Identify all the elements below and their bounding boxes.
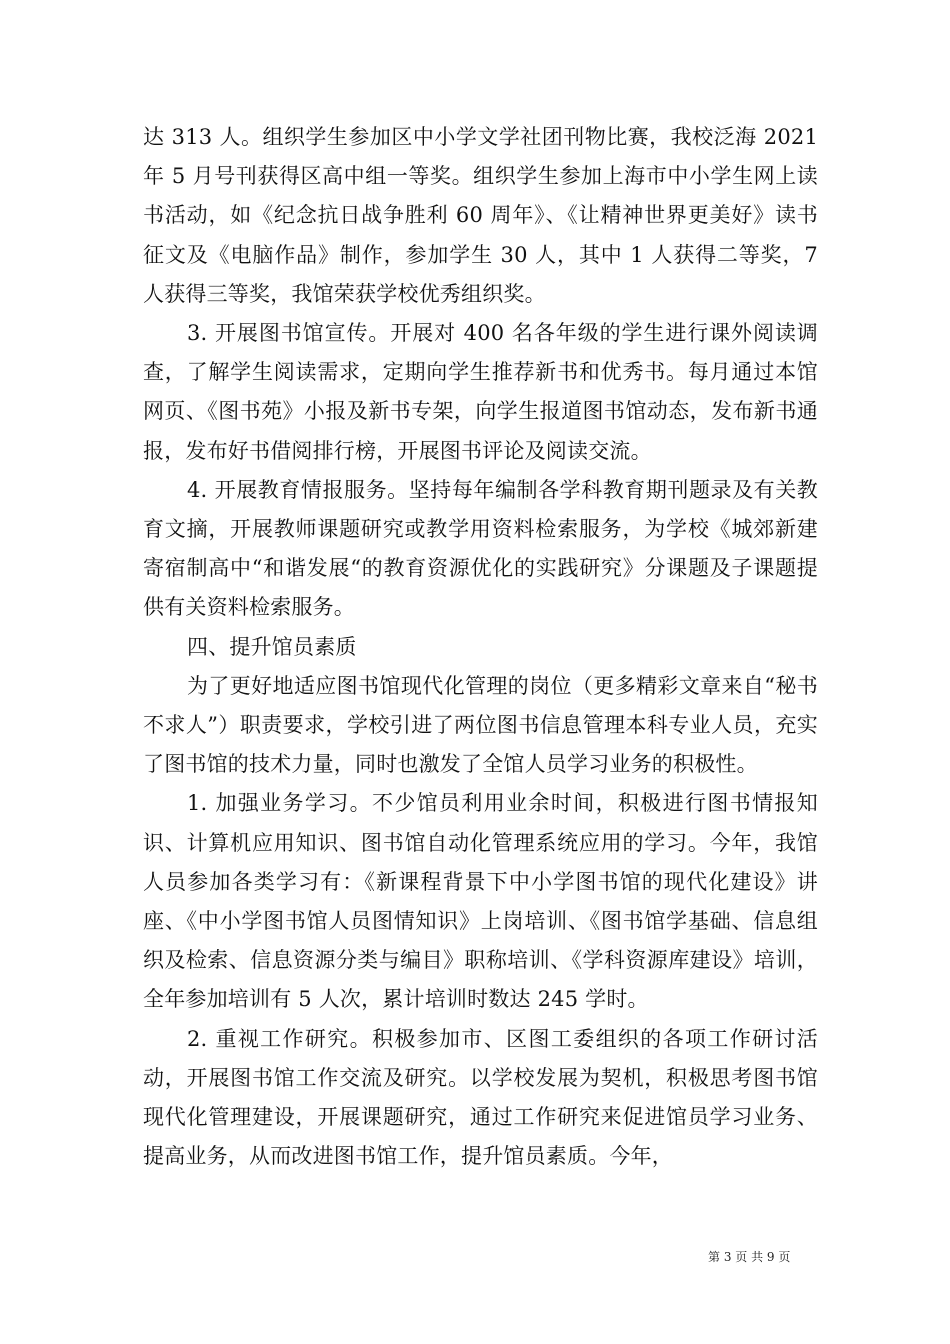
paragraph-education-info-service: 4. 开展教育情报服务。坚持每年编制各学科教育期刊题录及有关教育文摘，开展教师课题研究或教学用资料检索服务，为学校《城郊新建寄宿制高中“和谐发展“的教育资源优化的实践研究》分课题及子课题提供有关资料检索服务。: [143, 477, 818, 620]
section-heading-staff-quality: 四、提升馆员素质: [187, 634, 357, 659]
page-number: 第 3 页 共 9 页: [708, 1250, 791, 1264]
paragraph-staff-intro: 为了更好地适应图书馆现代化管理的岗位（更多精彩文章来自“秘书不求人”）职责要求，学校引进了两位图书信息管理本科专业人员，充实了图书馆的技术力量，同时也激发了全馆人员学习业务的积极性。: [143, 673, 818, 777]
paragraph-work-research: 2. 重视工作研究。积极参加市、区图工委组织的各项工作研讨活动，开展图书馆工作交流及研究。以学校发展为契机，积极思考图书馆现代化管理建设，开展课题研究，通过工作研究来促进馆员学习业务、提高业务，从而改进图书馆工作，提升馆员素质。今年，: [143, 1026, 818, 1169]
paragraph-business-study: 1. 加强业务学习。不少馆员利用业余时间，积极进行图书情报知识、计算机应用知识、图书馆自动化管理系统应用的学习。今年，我馆人员参加各类学习有：《新课程背景下中小学图书馆的现代化建设》讲座、《中小学图书馆人员图情知识》上岗培训、《图书馆学基础、信息组织及检索、信息资源分类与编目》职称培训、《学科资源库建设》培训，全年参加培训有 5 人次，累计培训时数达 245 学时。: [143, 791, 818, 1012]
paragraph-library-promotion: 3. 开展图书馆宣传。开展对 400 名各年级的学生进行课外阅读调查，了解学生阅读需求，定期向学生推荐新书和优秀书。每月通过本馆网页、《图书苑》小报及新书专架，向学生报道图书馆动态，发布新书通报，发布好书借阅排行榜，开展图书评论及阅读交流。: [143, 321, 818, 463]
paragraph-continuation: 达 313 人。组织学生参加区中小学文学社团刊物比赛，我校泛海 2021 年 5 月号刊获得区高中组一等奖。组织学生参加上海市中小学生网上读书活动，如《纪念抗日战争胜利 60 周年》、《让精神世界更美好》读书征文及《电脑作品》制作，参加学生 30 人，其中 1 人获得二等奖，7 人获得三等奖，我馆荣获学校优秀组织奖。: [143, 125, 818, 306]
document-body: [143, 118, 818, 1176]
